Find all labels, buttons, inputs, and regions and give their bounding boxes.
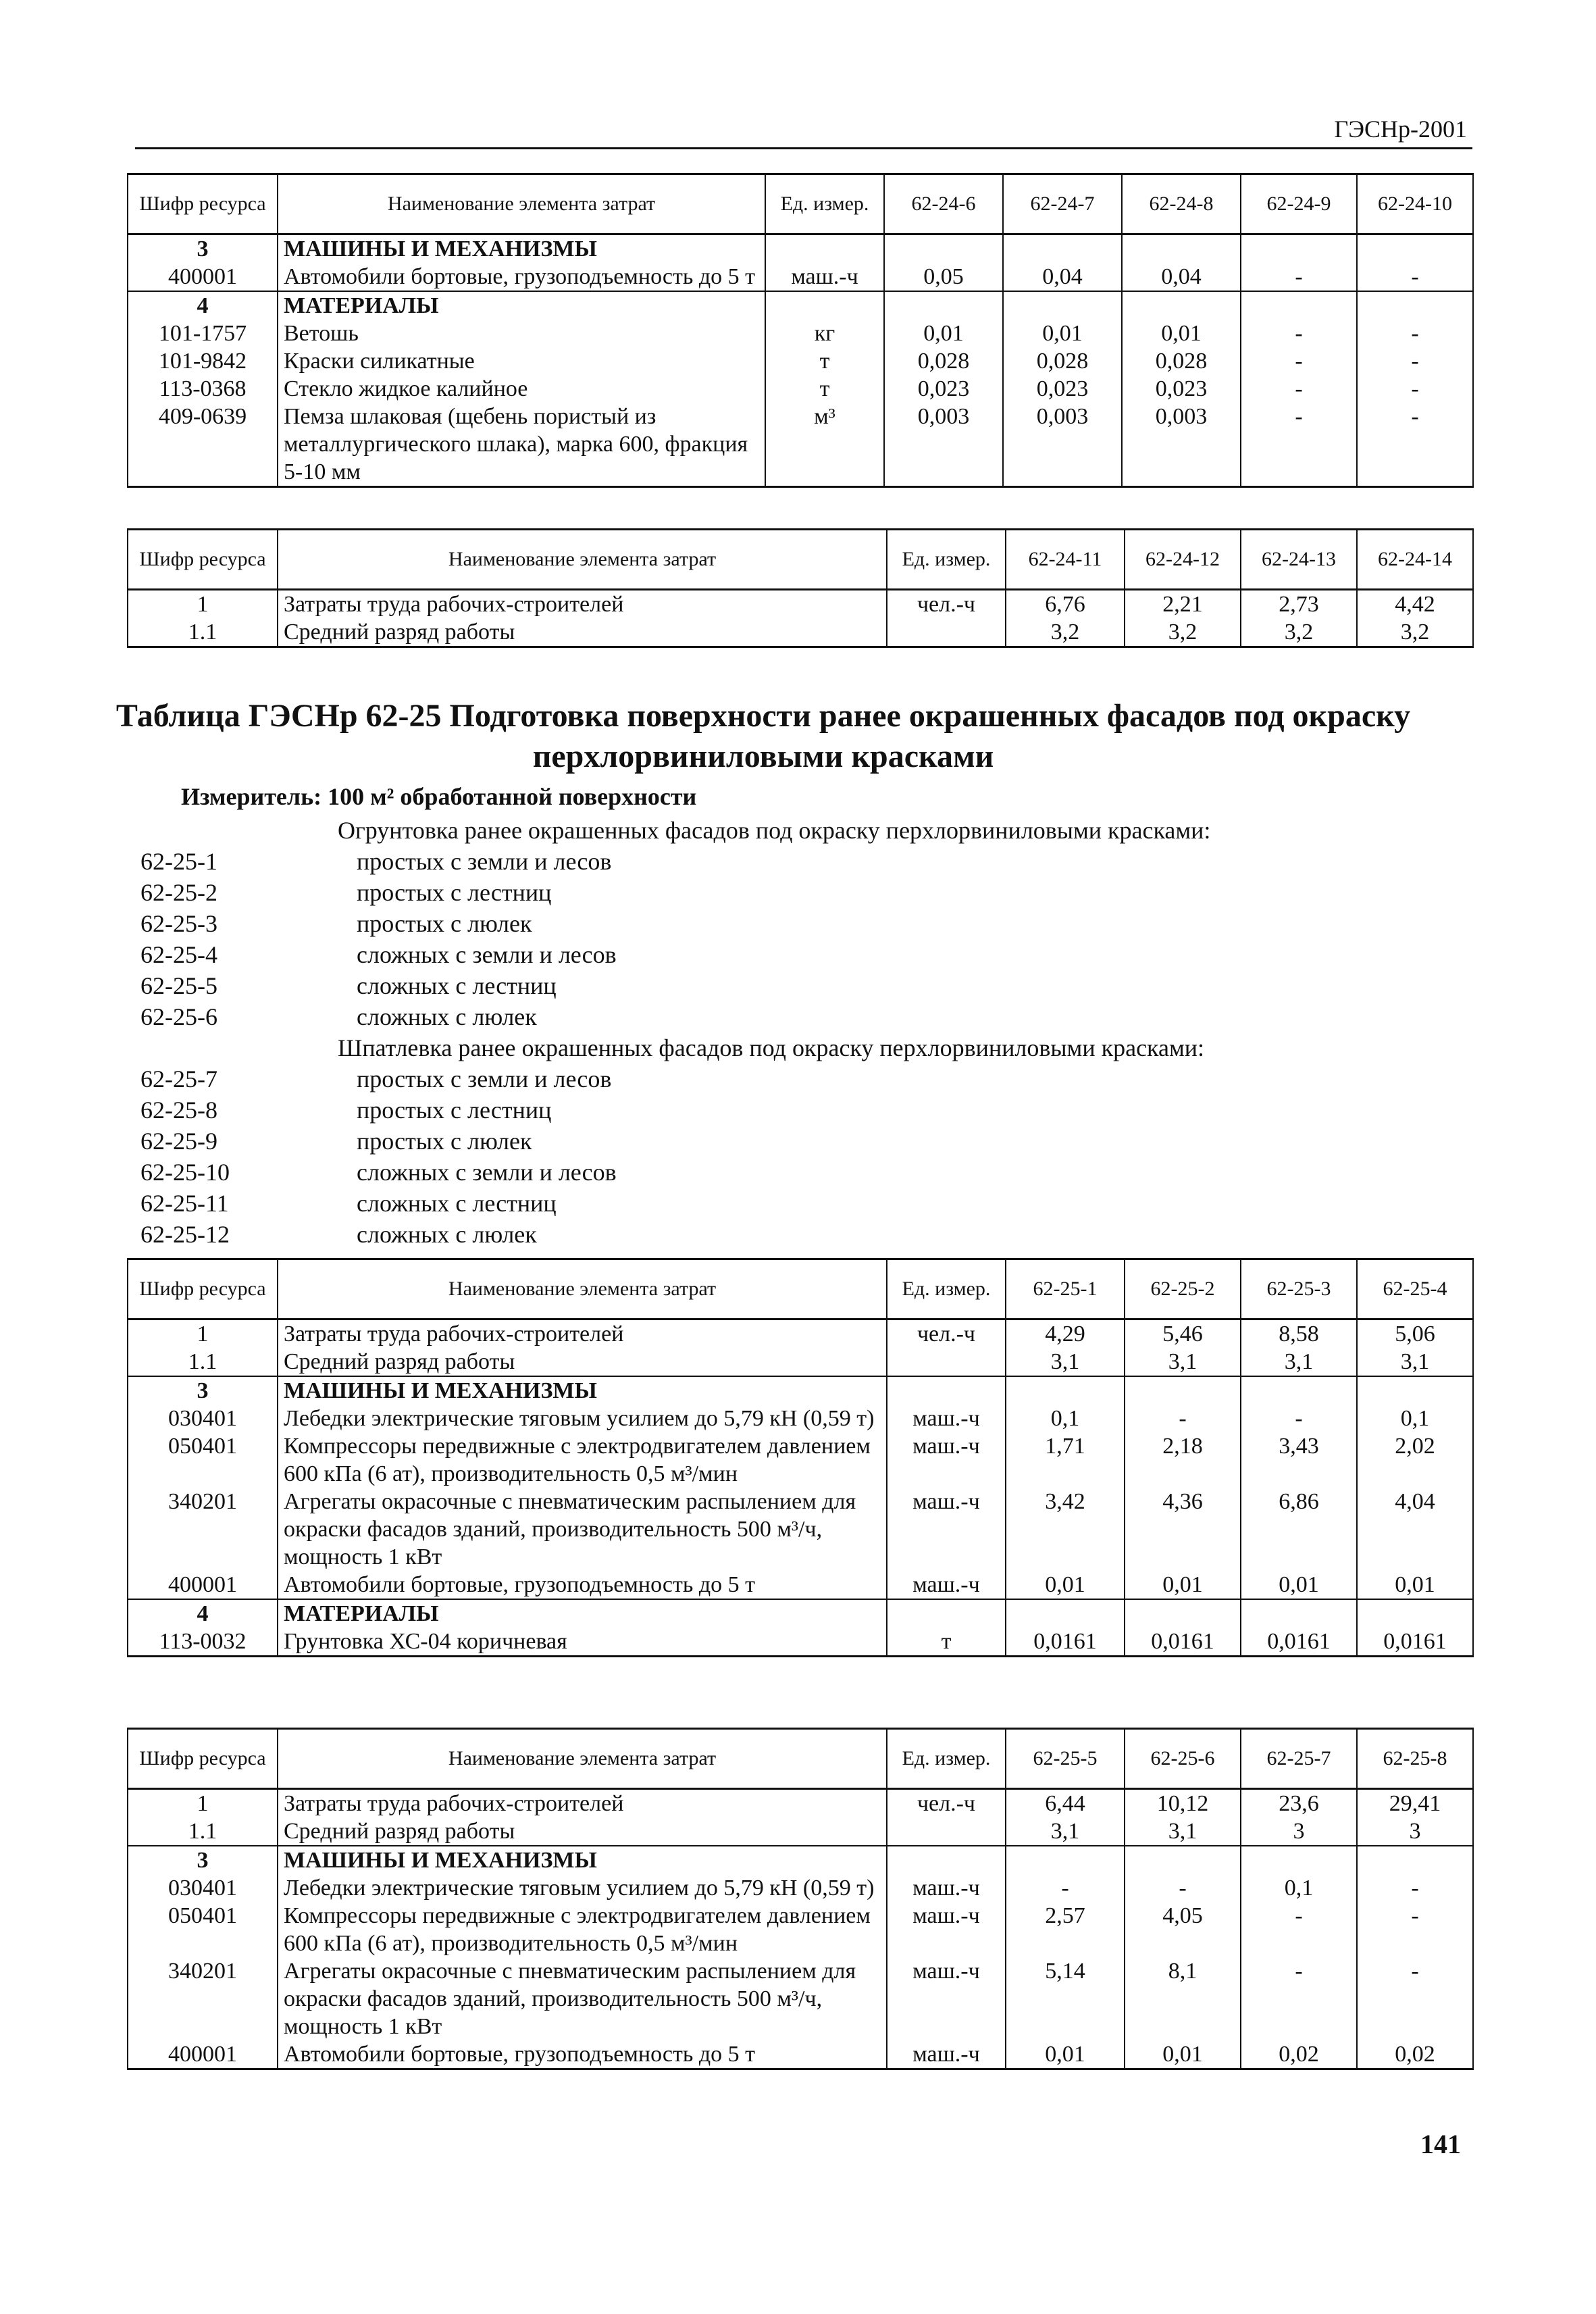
- cell-item-name: Средний разряд работы: [278, 1348, 887, 1376]
- cell-resource-code: 4: [128, 291, 278, 320]
- header-norm-code: 62-24-9: [1241, 174, 1357, 234]
- header-unit: Ед. измер.: [887, 1259, 1006, 1319]
- table-header-row: [128, 1729, 1473, 1789]
- header-norm-code: 62-24-10: [1357, 174, 1473, 234]
- cell-value: 0,003: [884, 403, 1003, 487]
- table-row: [128, 403, 1473, 487]
- cell-value: 4,05: [1125, 1902, 1241, 1957]
- cell-value: 6,76: [1006, 590, 1125, 619]
- cell-value: 2,18: [1125, 1432, 1241, 1488]
- cell-value: 0,0161: [1241, 1628, 1357, 1657]
- table-header-row: [128, 174, 1473, 234]
- resource-table-62-25-b: [127, 1728, 1474, 2070]
- cell-unit: маш.-ч: [887, 1902, 1006, 1957]
- cell-value: [1125, 1846, 1241, 1874]
- cell-unit: [887, 618, 1006, 647]
- cell-value: 1,71: [1006, 1432, 1125, 1488]
- cell-resource-code: 1.1: [128, 618, 278, 647]
- cell-value: -: [1357, 263, 1473, 291]
- item-code: 62-25-8: [140, 1097, 217, 1124]
- cell-resource-code: 4: [128, 1599, 278, 1628]
- item-text: простых с земли и лесов: [357, 848, 612, 875]
- cell-resource-code: 3: [128, 234, 278, 263]
- cell-value: 0,0161: [1357, 1628, 1473, 1657]
- cell-value: 6,86: [1241, 1488, 1357, 1571]
- cell-value: 3,1: [1006, 1348, 1125, 1376]
- cell-value: [1003, 234, 1122, 263]
- header-norm-code: 62-24-6: [884, 174, 1003, 234]
- item-code: 62-25-5: [140, 972, 217, 999]
- cell-value: -: [1241, 320, 1357, 347]
- cell-value: 0,01: [884, 320, 1003, 347]
- cell-resource-code: 030401: [128, 1874, 278, 1902]
- cell-value: [1357, 1376, 1473, 1405]
- cell-item-name: Краски силикатные: [278, 347, 765, 375]
- cell-value: -: [1357, 375, 1473, 403]
- cell-value: -: [1241, 1957, 1357, 2040]
- cell-value: -: [1241, 375, 1357, 403]
- cell-item-name: Лебедки электрические тяговым усилием до 5,79 кН (0,59 т): [278, 1405, 887, 1432]
- cell-item-name: Компрессоры передвижные с электродвигателем давлением 600 кПа (6 ат), производительность 0,5 м³/мин: [278, 1902, 887, 1957]
- cell-value: 0,1: [1357, 1405, 1473, 1432]
- cell-resource-code: 409-0639: [128, 403, 278, 487]
- cell-value: -: [1241, 1405, 1357, 1432]
- cell-unit: маш.-ч: [887, 1571, 1006, 1599]
- table-row: [128, 1348, 1473, 1376]
- cell-resource-code: 113-0032: [128, 1628, 278, 1657]
- cell-item-name: МАТЕРИАЛЫ: [278, 291, 765, 320]
- cell-item-name: Агрегаты окрасочные с пневматическим распылением для окраски фасадов зданий, производительность 500 м³/ч, мощность 1 кВт: [278, 1957, 887, 2040]
- cell-value: 3,2: [1241, 618, 1357, 647]
- cell-resource-code: 1.1: [128, 1348, 278, 1376]
- cell-value: 3: [1241, 1817, 1357, 1846]
- cell-value: -: [1241, 1902, 1357, 1957]
- group-heading: Огрунтовка ранее окрашенных фасадов под окраску перхлорвиниловыми красками:: [338, 817, 1211, 844]
- cell-value: 8,58: [1241, 1319, 1357, 1349]
- cell-value: 0,01: [1125, 1571, 1241, 1599]
- cell-resource-code: 1: [128, 590, 278, 619]
- header-norm-code: 62-25-2: [1125, 1259, 1241, 1319]
- cell-unit: чел.-ч: [887, 1789, 1006, 1818]
- table-row: [128, 263, 1473, 291]
- cell-value: [1357, 291, 1473, 320]
- cell-value: 3,1: [1006, 1817, 1125, 1846]
- cell-item-name: Автомобили бортовые, грузоподъемность до 5 т: [278, 1571, 887, 1599]
- cell-value: 0,003: [1003, 403, 1122, 487]
- cell-item-name: МАТЕРИАЛЫ: [278, 1599, 887, 1628]
- cell-value: [1241, 291, 1357, 320]
- cell-value: 0,0161: [1125, 1628, 1241, 1657]
- meter-line: Измеритель: 100 м² обработанной поверхности: [181, 783, 697, 810]
- header-norm-code: 62-24-8: [1122, 174, 1241, 234]
- table-row: [128, 1957, 1473, 2040]
- cell-value: -: [1241, 403, 1357, 487]
- cell-value: [1006, 1599, 1125, 1628]
- cell-resource-code: 400001: [128, 1571, 278, 1599]
- cell-value: 0,003: [1122, 403, 1241, 487]
- cell-value: -: [1006, 1874, 1125, 1902]
- cell-value: 0,023: [1122, 375, 1241, 403]
- cell-unit: [887, 1846, 1006, 1874]
- cell-unit: маш.-ч: [887, 1432, 1006, 1488]
- table-row: [128, 1628, 1473, 1657]
- cell-value: 2,57: [1006, 1902, 1125, 1957]
- cell-value: [1241, 1846, 1357, 1874]
- cell-resource-code: 050401: [128, 1902, 278, 1957]
- cell-unit: [887, 1599, 1006, 1628]
- cell-value: 0,05: [884, 263, 1003, 291]
- table-row: [128, 347, 1473, 375]
- page-number: 141: [1420, 2129, 1461, 2159]
- cell-unit: маш.-ч: [765, 263, 884, 291]
- cell-value: 0,028: [884, 347, 1003, 375]
- cell-resource-code: 340201: [128, 1488, 278, 1571]
- cell-item-name: Стекло жидкое калийное: [278, 375, 765, 403]
- cell-value: 8,1: [1125, 1957, 1241, 2040]
- cell-item-name: Затраты труда рабочих-строителей: [278, 1789, 887, 1818]
- cell-item-name: Пемза шлаковая (щебень пористый из металлургического шлака), марка 600, фракция 5-10 мм: [278, 403, 765, 487]
- cell-resource-code: 1.1: [128, 1817, 278, 1846]
- cell-resource-code: 101-9842: [128, 347, 278, 375]
- cell-item-name: Лебедки электрические тяговым усилием до 5,79 кН (0,59 т): [278, 1874, 887, 1902]
- cell-item-name: Компрессоры передвижные с электродвигателем давлением 600 кПа (6 ат), производительность 0,5 м³/мин: [278, 1432, 887, 1488]
- cell-resource-code: 101-1757: [128, 320, 278, 347]
- cell-value: 3: [1357, 1817, 1473, 1846]
- cell-item-name: Затраты труда рабочих-строителей: [278, 1319, 887, 1349]
- item-code: 62-25-1: [140, 848, 217, 875]
- cell-value: 3,1: [1357, 1348, 1473, 1376]
- cell-item-name: МАШИНЫ И МЕХАНИЗМЫ: [278, 1376, 887, 1405]
- cell-unit: маш.-ч: [887, 1488, 1006, 1571]
- resource-table-62-24-b: [127, 528, 1474, 648]
- table-row: [128, 618, 1473, 647]
- item-text: сложных с лестниц: [357, 972, 557, 999]
- table-row: [128, 234, 1473, 263]
- item-code: 62-25-6: [140, 1003, 217, 1030]
- header-norm-code: 62-24-12: [1125, 530, 1241, 590]
- item-code: 62-25-9: [140, 1128, 217, 1155]
- table-row: [128, 1817, 1473, 1846]
- cell-value: [884, 291, 1003, 320]
- cell-value: 4,29: [1006, 1319, 1125, 1349]
- cell-value: 0,028: [1122, 347, 1241, 375]
- cell-value: 5,06: [1357, 1319, 1473, 1349]
- cell-item-name: Ветошь: [278, 320, 765, 347]
- table-row: [128, 375, 1473, 403]
- table-row: [128, 2040, 1473, 2069]
- cell-value: 0,01: [1122, 320, 1241, 347]
- header-code: Шифр ресурса: [128, 530, 278, 590]
- table-row: [128, 320, 1473, 347]
- cell-unit: маш.-ч: [887, 2040, 1006, 2069]
- header-name: Наименование элемента затрат: [278, 1729, 887, 1789]
- cell-unit: чел.-ч: [887, 1319, 1006, 1349]
- cell-item-name: Средний разряд работы: [278, 1817, 887, 1846]
- cell-value: 3,43: [1241, 1432, 1357, 1488]
- cell-unit: [765, 291, 884, 320]
- header-norm-code: 62-25-5: [1006, 1729, 1125, 1789]
- table-row: [128, 1319, 1473, 1349]
- cell-item-name: Средний разряд работы: [278, 618, 887, 647]
- table-row: [128, 1599, 1473, 1628]
- item-code: 62-25-4: [140, 941, 217, 968]
- cell-value: 0,02: [1357, 2040, 1473, 2069]
- header-norm-code: 62-24-11: [1006, 530, 1125, 590]
- item-text: сложных с люлек: [357, 1221, 537, 1248]
- resource-table-62-24-a: [127, 173, 1474, 488]
- table-row: [128, 1874, 1473, 1902]
- cell-value: 5,14: [1006, 1957, 1125, 2040]
- cell-value: 0,04: [1003, 263, 1122, 291]
- resource-table-62-25-a: [127, 1258, 1474, 1657]
- cell-value: 2,73: [1241, 590, 1357, 619]
- cell-unit: маш.-ч: [887, 1405, 1006, 1432]
- header-norm-code: 62-25-6: [1125, 1729, 1241, 1789]
- item-code: 62-25-10: [140, 1159, 230, 1186]
- cell-value: 3,2: [1357, 618, 1473, 647]
- cell-value: -: [1357, 1957, 1473, 2040]
- cell-unit: [765, 234, 884, 263]
- cell-resource-code: 1: [128, 1789, 278, 1818]
- doc-code: ГЭСНр-2001: [1334, 116, 1467, 143]
- cell-value: -: [1125, 1405, 1241, 1432]
- cell-value: 0,01: [1125, 2040, 1241, 2069]
- header-unit: Ед. измер.: [887, 1729, 1006, 1789]
- cell-value: 0,023: [884, 375, 1003, 403]
- cell-value: -: [1357, 1902, 1473, 1957]
- cell-value: -: [1357, 320, 1473, 347]
- cell-value: 23,6: [1241, 1789, 1357, 1818]
- header-code: Шифр ресурса: [128, 1259, 278, 1319]
- item-code: 62-25-7: [140, 1065, 217, 1092]
- item-text: простых с лестниц: [357, 1097, 552, 1124]
- cell-resource-code: 3: [128, 1376, 278, 1405]
- cell-unit: т: [765, 347, 884, 375]
- table-header-row: [128, 1259, 1473, 1319]
- cell-value: 2,21: [1125, 590, 1241, 619]
- cell-item-name: МАШИНЫ И МЕХАНИЗМЫ: [278, 234, 765, 263]
- cell-item-name: Агрегаты окрасочные с пневматическим распылением для окраски фасадов зданий, производительность 500 м³/ч, мощность 1 кВт: [278, 1488, 887, 1571]
- cell-value: 3,2: [1125, 618, 1241, 647]
- cell-value: [1006, 1846, 1125, 1874]
- cell-value: 4,36: [1125, 1488, 1241, 1571]
- cell-item-name: Грунтовка ХС-04 коричневая: [278, 1628, 887, 1657]
- table-row: [128, 1789, 1473, 1818]
- cell-value: 4,04: [1357, 1488, 1473, 1571]
- cell-unit: кг: [765, 320, 884, 347]
- cell-unit: [887, 1376, 1006, 1405]
- item-code: 62-25-12: [140, 1221, 230, 1248]
- cell-value: [1125, 1376, 1241, 1405]
- cell-value: 3,42: [1006, 1488, 1125, 1571]
- cell-value: [1357, 1846, 1473, 1874]
- header-norm-code: 62-25-1: [1006, 1259, 1125, 1319]
- cell-value: 3,1: [1125, 1348, 1241, 1376]
- cell-resource-code: 030401: [128, 1405, 278, 1432]
- cell-value: 10,12: [1125, 1789, 1241, 1818]
- header-unit: Ед. измер.: [887, 530, 1006, 590]
- header-norm-code: 62-25-3: [1241, 1259, 1357, 1319]
- header-name: Наименование элемента затрат: [278, 174, 765, 234]
- cell-item-name: Автомобили бортовые, грузоподъемность до 5 т: [278, 263, 765, 291]
- cell-value: -: [1241, 347, 1357, 375]
- cell-value: 5,46: [1125, 1319, 1241, 1349]
- cell-unit: т: [765, 375, 884, 403]
- cell-value: [884, 234, 1003, 263]
- cell-item-name: Автомобили бортовые, грузоподъемность до 5 т: [278, 2040, 887, 2069]
- cell-value: 0,02: [1241, 2040, 1357, 2069]
- cell-value: [1241, 234, 1357, 263]
- cell-item-name: Затраты труда рабочих-строителей: [278, 590, 887, 619]
- cell-value: [1122, 234, 1241, 263]
- cell-value: 0,01: [1006, 2040, 1125, 2069]
- header-norm-code: 62-25-4: [1357, 1259, 1473, 1319]
- header-unit: Ед. измер.: [765, 174, 884, 234]
- cell-resource-code: 1: [128, 1319, 278, 1349]
- item-code: 62-25-11: [140, 1190, 229, 1217]
- cell-value: [1241, 1599, 1357, 1628]
- cell-value: 0,01: [1003, 320, 1122, 347]
- header-norm-code: 62-25-7: [1241, 1729, 1357, 1789]
- cell-unit: м³: [765, 403, 884, 487]
- cell-value: [1122, 291, 1241, 320]
- header-norm-code: 62-24-14: [1357, 530, 1473, 590]
- cell-unit: маш.-ч: [887, 1874, 1006, 1902]
- page-header: [135, 114, 1472, 149]
- cell-value: 0,0161: [1006, 1628, 1125, 1657]
- item-text: сложных с люлек: [357, 1003, 537, 1030]
- table-row: [128, 1571, 1473, 1599]
- cell-value: 29,41: [1357, 1789, 1473, 1818]
- cell-resource-code: 050401: [128, 1432, 278, 1488]
- cell-unit: [887, 1817, 1006, 1846]
- table-row: [128, 590, 1473, 619]
- header-norm-code: 62-25-8: [1357, 1729, 1473, 1789]
- cell-value: [1003, 291, 1122, 320]
- table-row: [128, 1902, 1473, 1957]
- table-row: [128, 1846, 1473, 1874]
- cell-value: 0,01: [1006, 1571, 1125, 1599]
- cell-value: 0,01: [1357, 1571, 1473, 1599]
- cell-value: 0,04: [1122, 263, 1241, 291]
- item-text: простых с лестниц: [357, 879, 552, 906]
- cell-item-name: МАШИНЫ И МЕХАНИЗМЫ: [278, 1846, 887, 1874]
- table-row: [128, 1488, 1473, 1571]
- table-row: [128, 291, 1473, 320]
- table-row: [128, 1405, 1473, 1432]
- cell-unit: [887, 1348, 1006, 1376]
- cell-value: 0,028: [1003, 347, 1122, 375]
- cell-resource-code: 3: [128, 1846, 278, 1874]
- cell-unit: маш.-ч: [887, 1957, 1006, 2040]
- cell-value: [1125, 1599, 1241, 1628]
- cell-value: 0,1: [1006, 1405, 1125, 1432]
- table-title: Таблица ГЭСНр 62-25 Подготовка поверхности ранее окрашенных фасадов под окраску перхлорвиниловыми красками: [115, 698, 1411, 774]
- item-text: простых с земли и лесов: [357, 1065, 612, 1092]
- cell-value: -: [1241, 263, 1357, 291]
- cell-value: -: [1357, 1874, 1473, 1902]
- header-name: Наименование элемента затрат: [278, 1259, 887, 1319]
- cell-value: [1006, 1376, 1125, 1405]
- header-code: Шифр ресурса: [128, 174, 278, 234]
- cell-value: [1357, 1599, 1473, 1628]
- header-norm-code: 62-24-7: [1003, 174, 1122, 234]
- cell-resource-code: 400001: [128, 2040, 278, 2069]
- item-code: 62-25-2: [140, 879, 217, 906]
- header-norm-code: 62-24-13: [1241, 530, 1357, 590]
- cell-value: 0,023: [1003, 375, 1122, 403]
- cell-value: 0,01: [1241, 1571, 1357, 1599]
- item-text: простых с люлек: [357, 910, 532, 937]
- cell-value: 4,42: [1357, 590, 1473, 619]
- cell-value: [1357, 234, 1473, 263]
- cell-value: 3,1: [1125, 1817, 1241, 1846]
- table-header-row: [128, 530, 1473, 590]
- cell-value: 3,2: [1006, 618, 1125, 647]
- cell-value: 0,1: [1241, 1874, 1357, 1902]
- table-row: [128, 1432, 1473, 1488]
- header-code: Шифр ресурса: [128, 1729, 278, 1789]
- cell-value: -: [1125, 1874, 1241, 1902]
- header-name: Наименование элемента затрат: [278, 530, 887, 590]
- item-text: сложных с лестниц: [357, 1190, 557, 1217]
- cell-unit: чел.-ч: [887, 590, 1006, 619]
- cell-value: 2,02: [1357, 1432, 1473, 1488]
- cell-value: [1241, 1376, 1357, 1405]
- cell-value: 6,44: [1006, 1789, 1125, 1818]
- cell-resource-code: 340201: [128, 1957, 278, 2040]
- item-text: простых с люлек: [357, 1128, 532, 1155]
- table-row: [128, 1376, 1473, 1405]
- cell-resource-code: 400001: [128, 263, 278, 291]
- item-text: сложных с земли и лесов: [357, 1159, 617, 1186]
- cell-value: -: [1357, 347, 1473, 375]
- group-heading: Шпатлевка ранее окрашенных фасадов под окраску перхлорвиниловыми красками:: [338, 1034, 1205, 1061]
- cell-unit: т: [887, 1628, 1006, 1657]
- cell-value: -: [1357, 403, 1473, 487]
- cell-resource-code: 113-0368: [128, 375, 278, 403]
- item-text: сложных с земли и лесов: [357, 941, 617, 968]
- item-code: 62-25-3: [140, 910, 217, 937]
- cell-value: 3,1: [1241, 1348, 1357, 1376]
